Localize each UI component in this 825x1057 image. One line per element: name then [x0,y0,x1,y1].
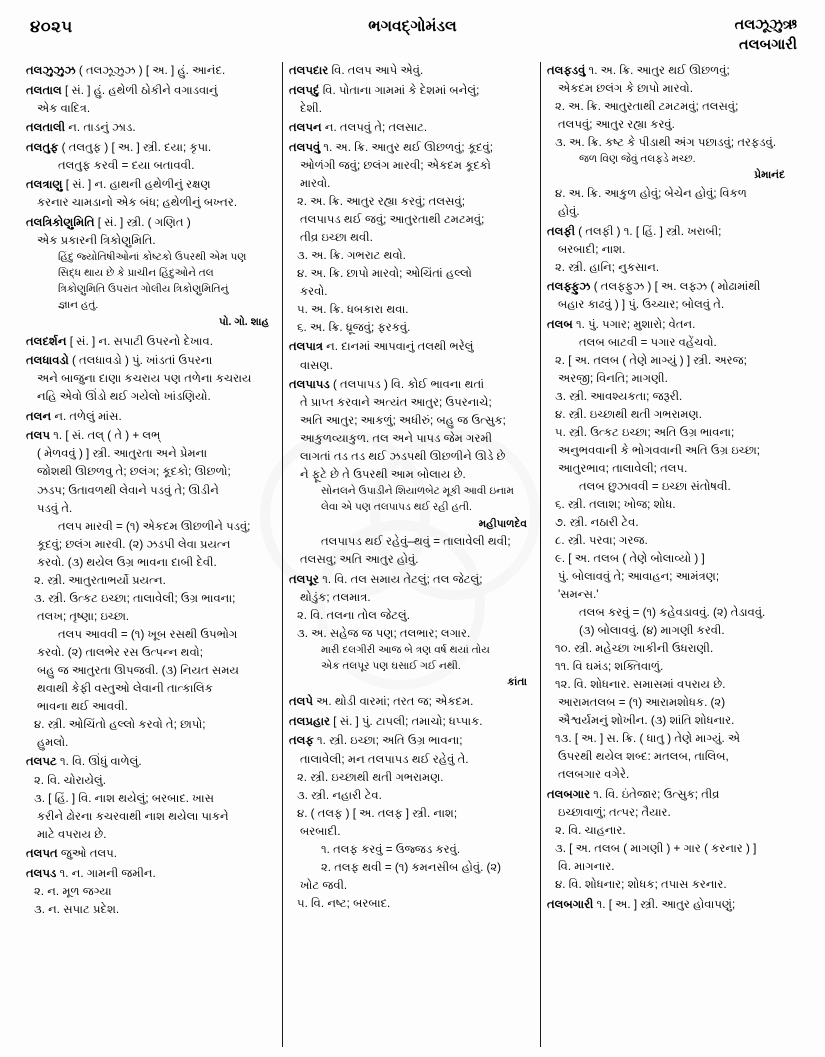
entry-line: ઇચ્છાવાળું; તત્પર; તૈયાર. [558,806,671,819]
entry-line: લાગતાં તડ તડ થઈ ઝડપથી ઊછળીને ઊડે છે [300,450,506,464]
entry-line-headword: તલપદાર વિ. તલપ આપે એવું. [289,64,424,77]
headword: તલપવું [289,140,321,154]
entry-line-headword: તલપત જુઓ તલપ. [26,847,118,861]
entry-line: ૫. વિ. નષ્ટ; બરબાદ. [297,896,391,910]
entry-line: ત્રિકોણુમિતિ ઉપરાંત ગોલીય ત્રિકોણુમિતિનું [58,283,229,296]
entry-line: કરવો. (૨) તાલભેર રસ ઉત્પન્ન થવો; [37,645,203,659]
headword: તલપન [289,121,322,135]
entry-line: ૩. અ. ક્રિ. કષ્ટ કે પીડાથી અંગ પછાડવું; તરફડવું. [555,136,777,150]
headword: તલદર્શન [26,334,67,348]
entry-line: દેશી. [300,101,322,115]
headword: તલઝુઝુઝ [26,64,76,77]
entry-line: ૧. તલફ કરવું = ઉજ્જડ કરવું. [321,842,461,856]
dictionary-entry [289,713,533,730]
entry-line: પું. બોલાવવું તે; આવાહન; આમંત્રણ; [558,570,720,584]
dictionary-entry [26,119,275,136]
entry-line-headword: તલત્રાણુ [ સં. ] ન. હાથની હથેળીનું રક્ષણ [26,178,211,192]
entry-line: ને ફૂટે છે તે ઉપરથી આમ બોલાય છે. [300,468,466,482]
entry-line: હુમલો. [37,735,69,749]
entry-line: આરામતલબ = (૧) આરામશોધક. (૨) [558,696,726,710]
entry-line: હિંદુ જ્યોતિષીઓનાં કોષ્ટકો ઉપરથી એમ પણ [58,250,247,263]
entry-line-headword: તલપડ ૧. ન. ગામની જમીન. [26,866,156,880]
entry-line: ૨. સ્ત્રી. હાનિ; નુકસાન. [555,260,660,274]
dictionary-entry [289,119,533,136]
headword: તલફ્ફુઝ [547,280,591,294]
entry-line: જળ વિણ જેવું તલફડે મચ્છ. [579,153,696,166]
entry-line: ૧૩. [ અ. ] સ. ક્રિ. ( ધાતુ ) તેણે માગ્યું. એ [555,732,741,746]
citation-attribution: પો. ગો. શાહ [219,315,269,328]
entry-line: સોનલને ઉપાડીને શિયાળબેટ મૂકી આવી ઇનામ [321,485,514,498]
entry-line-headword: તલબગારી ૧. [ અ. ] સ્ત્રી. આતુર હોવાપણું; [547,897,736,911]
dictionary-entry [547,316,791,784]
entry-line: ૩. અ. ક્રિ. ગભરાટ થવો. [297,248,406,262]
dictionary-entry [26,845,275,862]
entry-line-headword: તલધાવડો ( તલધાવડો ) પું. ખાંડતાં ઉપરના [26,354,213,368]
entry-line: ૩. અ. સહેજ જ પણ; તલભાર; લગાર. [297,626,471,640]
dictionary-entry [26,176,275,211]
entry-line: હોવું. [558,204,580,218]
entry-line: વિ. માગનાર. [558,860,615,874]
entry-line: મારી દલગીરી આજ બે ત્રણ વર્ષ થયાં તોય [321,643,490,656]
entry-line: ઉપરથી થયેલ શબ્દ: મતલબ, તાલિબ, [558,750,729,764]
entry-line: તલતુફ કરવી = દયા બતાવવી. [58,158,195,172]
running-head [735,16,797,55]
entry-line: 'સમન્સ.' [558,588,599,602]
entry-line: કરવો. (૩) થયેલ ઉગ્ર ભાવના દાબી દેવી. [37,555,217,569]
entry-line: માટે વપરાય છે. [37,827,107,841]
entry-line: અતિ આતુર; આકળું; અધીરું; બહુ જ ઉત્સુક; [300,414,506,428]
entry-line: ભાવના થઈ આવવી. [37,699,128,713]
headword: તલપટ [26,755,57,769]
headword: તલપદું [289,83,320,97]
headword: તલબગારી [547,897,594,911]
entry-line-headword: તલપવું ૧. અ. ક્રિ. આતુર થઈ ઊછળવું; કૂદવું; [289,140,493,154]
entry-line: ૩. [ હિં. ] વિ. નાશ થયેલું; બરબાદ. ખાસ [34,791,215,805]
entry-line: એક પ્રકારની ત્રિકોણુમિતિ. [37,233,156,247]
entry-line: તલખ; તૃષ્ણા; ઇચ્છા. [37,609,130,623]
entry-line: અનુભવવાની કે ભોગવવાની અતિ ઉગ્ર ઇચ્છા; [558,443,761,457]
entry-line: કરવો. [300,284,328,298]
entry-line: બરબાદી. [300,824,341,838]
dictionary-entry [547,278,791,313]
entry-line: ૪. અ. ક્રિ. છાપો મારવો; ઓચિંતાં હલ્લો [297,266,472,280]
entry-line: તલપ મારવી = (૧) એકદમ ઊછળીને પડવું; [58,519,251,533]
entry-line: તે પ્રાપ્ત કરવાને અત્યંત આતુર; ઉપરનાચે; [300,396,492,410]
entry-line: બરબાદી; નાશ. [558,242,626,256]
entry-line: ૧૧. વિ ઘમંડ; શક્તિવાળું. [555,660,664,674]
entry-line-headword: તલતુફ ( તલતુફ ) [ અ. ] સ્ત્રી. દયા; કૃપા. [26,140,212,154]
entry-line: ઝડપ; ઉતાવળથી લેવાને પડવું તે; ઊડીને [37,483,219,497]
dictionary-entry [26,82,275,117]
entry-line: ૬. સ્ત્રી. તલાશ; ખોજ; શોધ. [555,497,676,511]
citation-attribution: પ્રેમાનંદ [754,169,785,182]
entry-line: તલબ કરવું = (૧) કહેવડાવવું. (૨) તેડાવવું. [579,606,766,620]
dictionary-entry [26,214,275,331]
dictionary-entry [289,62,533,79]
entry-line: થવાથી કેફી વસ્તુઓ લેવાની તાત્કાલિક [37,681,213,695]
headword: તલફડવું [547,64,586,77]
entry-line-headword: તલપૂર ૧. વિ. તલ સમાય તેટલું; તલ જેટલું; [289,572,483,586]
entry-line: મારવો. [300,176,331,190]
dictionary-entry [289,732,533,911]
dictionary-entry [289,376,533,568]
entry-line: ૨. વિ. ચાહનાર. [555,824,626,838]
entry-line: કરનાર ચામડાનો એક બંધ; હથેળીનું બખ્તર. [37,196,238,210]
entry-line: ૨. [ અ. તલબ ( તેણે માગ્યું ) ] સ્ત્રી. અરજ; [555,353,747,367]
headword: તલફ [289,734,314,748]
dictionary-entry [26,333,275,350]
column-container [24,62,804,1047]
entry-line: આકુળવ્યાકુળ. તલ અને પાપડ જેમ ગરમી [300,432,493,446]
entry-line: અરજી; વિનતિ; માગણી. [558,371,668,385]
headword: તલત્રાણુ [26,178,63,192]
entry-line-headword: તલફ્ફુઝ ( તલફ્ફુઝ ) [ અ. લફ્ઝ ( મોઢામાંથી [547,280,761,294]
entry-line-headword: તલતાલી ન. તાડનું ઝાડ. [26,121,136,135]
entry-line: તલપ આવવી = (૧) ખૂબ રસથી ઉપભોગ [58,627,238,641]
entry-line-headword: તલત્રિકોણુમિતિ [ સં. ] સ્ત્રી. ( ગણિત ) [26,215,191,229]
headword: તલપત [26,847,58,861]
headword: તલપ [26,429,50,443]
headword: તલતાલી [26,121,66,135]
entry-line-headword: તલપાત્ર ન. દાનમાં આપવાનું તલથી ભરેલું [289,340,474,354]
headword: તલપાત્ર [289,340,323,354]
entry-line: બહાર કાઢવું ) ] પું. ઉચ્ચાર; બોલવું તે. [558,298,725,312]
headword: તલફી [547,224,576,238]
entry-line-headword: તલપ્રહાર [ સં. ] પું. ટાપલી; તમાચો; ધપ્પાક. [289,714,483,728]
entry-line: પડવું તે. [37,501,73,515]
dictionary-entry [289,693,533,710]
dictionary-entry [547,62,791,220]
page-header [28,16,797,62]
citation-attribution: કાંતા [507,676,527,689]
entry-line-headword: તલપદું વિ. પોતાના ગામમાં કે દેશમાં બનેલું; [289,83,480,97]
dictionary-entry [26,753,275,842]
entry-line: ૨. અ. ક્રિ. આતુરતાથી ટમટમવું; તલસવું; [555,100,739,114]
entry-line: તલબગાર વગેરે. [558,768,630,782]
entry-line: તલબ છુઝાવવી = ઇચ્છા સંતોષવી. [579,479,731,493]
dictionary-entry [26,139,275,174]
entry-line: સિદ્ધ થાય છે કે પ્રાચીન હિંદુઓને તલ [58,267,214,280]
headword: તલન [26,409,52,423]
headword: તલધાવડો [26,354,69,368]
entry-line: આતુરભાવ; તાલાવેલી; તલપ. [558,461,688,475]
entry-line: વાસણ. [300,358,333,372]
dictionary-entry [289,338,533,373]
entry-line: ૯. [ અ. તલબ ( તેણે બોલાવ્યો ) ] [555,552,705,566]
entry-line: ૨. અ. ક્રિ. આતુર રહ્યા કરવું; તલસવું; [297,194,465,208]
entry-line: ૧૨. વિ. શોધનાર. સમાસમાં વપરાય છે. [555,678,726,692]
running-head-last-word: તલબગારી [739,36,797,53]
entry-line-headword: તલબ ૧. પું. પગાર; મુશારો; વેતન. [547,317,696,331]
entry-line-headword: તલબગાર ૧. વિ. ઇંતેજાર; ઉત્સુક; તીવ્ર [547,787,720,801]
headword: તલપે [289,695,313,709]
entry-line: ૨. સ્ત્રી. આતુરતાભર્યો પ્રયત્ન. [34,573,166,587]
entry-line: ૩. સ્ત્રી. ઉત્કટ ઇચ્છા; તાલાવેલી; ઉગ્ર ભાવના; [34,591,236,605]
dictionary-entry [289,82,533,117]
dictionary-entry [26,865,275,918]
entry-line: ૪. ( તલફ ) [ અ. તલફ ] સ્ત્રી. નાશ; [297,806,458,820]
headword: તલતાલ [26,83,62,97]
entry-line: ૨. તલફ થવી = (૧) કમનસીબ હોવું. (૨) [321,860,502,874]
entry-line: ૩. સ્ત્રી. નહારી ટેવ. [297,788,382,802]
entry-line: લેવા એ પણ તલપાપડ થઈ રહી હતી. [321,501,472,514]
entry-line: ૪. અ. ક્રિ. આકુળ હોવું; બેચેન હોવું; વિકળ [555,186,747,200]
dictionary-entry [547,786,791,893]
entry-line: નહિ એવો ઊંડો થઈ ગયેલો ખાંડણિયો. [37,390,211,404]
entry-line: ૪. સ્ત્રી. ઓચિંતો હલ્લો કરવો તે; છાપો; [34,717,206,731]
entry-line: તલસવુ; અતિ આતુર હોવું. [300,553,419,567]
column-1 [24,62,282,1047]
entry-line-headword: તલતાલ [ સં. ] હું. હથેળી ઠોકીને વગાડવાનું [26,83,218,97]
entry-line-headword: તલપન ન. તલપવું તે; તલસાટ. [289,121,428,135]
entry-line: કરીને ઢોરના કચરવાથી નાશ થયેલા પાકને [37,809,229,823]
entry-line: ૪. સ્ત્રી. ઇચ્છાથી થતી ગભરામણ. [555,407,702,421]
entry-line: ૨. વિ. તલના તોલ જેટલું. [297,608,410,622]
entry-line-headword: તલફડવું ૧. અ. ક્રિ. આતુર થઈ ઊછળવું; [547,64,730,77]
running-head-first-word: તલઝૂઝુઋ [734,17,797,33]
entry-line: ૩. [ અ. તલબ ( માગણી ) + ગાર ( કરનાર ) ] [555,842,757,856]
entry-line: ૧૦. સ્ત્રી. મહેચ્છા ખાકીની ઉધરાણી. [555,642,714,656]
entry-line: ૬. અ. ક્રિ. ધ્રૂજવું; ફરકવું. [297,320,411,334]
entry-line-headword: તલપાપડ ( તલપાપડ ) વિ. કોઈ ભાવના થતાં [289,378,485,392]
entry-line: તલપાપડ થઈ જવું; આતુરતાથી ટમટમવું; [300,212,485,226]
entry-line: ૭. સ્ત્રી. નઠારી ટેવ. [555,516,639,529]
entry-line: ૩. સ્ત્રી. આવશ્યકતા; જરૂરી. [555,389,683,403]
headword: તલપડ [26,866,57,880]
entry-line-headword: તલઝુઝુઝ ( તલઝૂઝુઝ ) [ અ. ] હું. આનંદ. [26,64,226,77]
entry-line: ઓળંગી જવું; છલંગ મારવી; એકદમ કૂદકો [300,158,491,172]
entry-line: એકદમ છલંગ કે છાપો મારવો. [558,82,693,96]
dictionary-entry [289,139,533,336]
dictionary-entry [26,352,275,405]
headword: તલબગાર [547,787,591,801]
entry-line: ૮. સ્ત્રી. પરવા; ગરજ. [555,534,648,548]
entry-line: ૫. સ્ત્રી. ઉત્કટ ઇચ્છા; અતિ ઉગ્ર ભાવના; [555,425,735,439]
entry-line-headword: તલફી ( તલફી ) ૧. [ હિં. ] સ્ત્રી. ખરાબી; [547,224,722,238]
headword: તલપદાર [289,64,329,77]
entry-line-headword: તલપ ૧. [ સં. તલ્ ( તે ) + લભ્ [26,429,161,443]
entry-line: ખોટ જવી. [300,878,348,892]
dictionary-entry [547,223,791,276]
entry-line: જોશથી ઊછળવુ તે; છલંગ; કૂદકો; ઊછળો; [37,465,231,479]
entry-line: તીવ્ર ઇચ્છા થવી. [300,230,373,244]
entry-line: તલપાપડ થઈ રહેવું–થવું = તાલાવેલી થવી; [321,535,511,549]
dictionary-entry [26,62,275,79]
entry-line: (૩) બોલાવવું. (૪) માગણી કરવી. [579,624,725,638]
entry-line: કૂદવું; છલંગ મારવી. (૨) ઝડપી લેવા પ્રયત્ન [37,537,231,551]
page-number: ૪૦૨૫ [30,18,73,36]
entry-line: બહુ જ આતુરતા ઊપજવી. (૩) નિયત સમય [37,663,239,677]
entry-line: ૪. વિ. શોધનાર; શોધક; તપાસ કરનાર. [555,878,727,892]
entry-line: અને બાજુના દાણા કચરાય પણ તળેના કચરાય [37,372,252,386]
entry-line: એક વાદિત્ર. [37,101,91,115]
entry-line: થોડુંક; તલમાત્ર. [300,590,371,604]
entry-line-headword: તલપે અ. થોડી વારમાં; તરત જ; એકદમ. [289,695,474,709]
dictionary-entry [26,427,275,751]
dictionary-entry [547,896,791,913]
entry-line: તાલાવેલી; મન તલપાપડ થઈ રહેવું તે. [300,752,469,766]
entry-line: જ્ઞાન હતું. [58,299,99,312]
headword: તલપૂર [289,572,319,586]
entry-line: ૨. સ્ત્રી. ઇચ્છાથી થતી ગભરામણ. [297,770,444,784]
entry-line-headword: તલપટ ૧. વિ. ઊંધું વાળેલું. [26,755,142,769]
dictionary-entry [26,408,275,425]
entry-line: તલબ બાટવી = પગાર વહેંચવો. [579,335,717,349]
headword: તલબ [547,317,573,331]
headword: તલત્રિકોણુમિતિ [26,215,95,229]
citation-attribution: મહીપાળદેવ [478,517,527,530]
entry-line-headword: તલન ન. તળેલું માંસ. [26,409,122,423]
entry-line: ૫. અ. ક્રિ. ધબકારા થવા. [297,302,409,316]
entry-line-headword: તલફ ૧. સ્ત્રી. ઇચ્છા; અતિ ઉગ્ર ભાવના; [289,734,463,748]
entry-line: ૨. ન. મૂળ જગ્યા [34,884,112,898]
headword: તલપ્રહાર [289,714,331,728]
entry-line: ઐશ્વર્યમનું શોખીન. (૩) શાંતિ શોધનાર. [558,714,735,728]
headword: તલતુફ [26,140,59,154]
headword: તલપાપડ [289,378,330,392]
book-title: ભગવદ્ગોમંડલ [368,18,457,35]
entry-line: ( મેળવવું ) ] સ્ત્રી. આતુરતા અને પ્રેમના [37,447,208,461]
entry-line: એક તલપૂર પણ ઘસાઈ ગઈ નથી. [321,660,461,673]
dictionary-entry [289,571,533,691]
column-3 [540,62,798,1047]
column-2 [282,62,540,1047]
entry-line: તલપવું; આતુર રહ્યા કરવું. [558,118,675,132]
entry-line: ૨. વિ. ચોરાયેલું. [34,773,107,787]
entry-line-headword: તલદર્શન [ સં. ] ન. સપાટી ઉપરનો દેખાવ. [26,334,213,348]
entry-line: ૩. ન. સપાટ પ્રદેશ. [34,902,120,916]
